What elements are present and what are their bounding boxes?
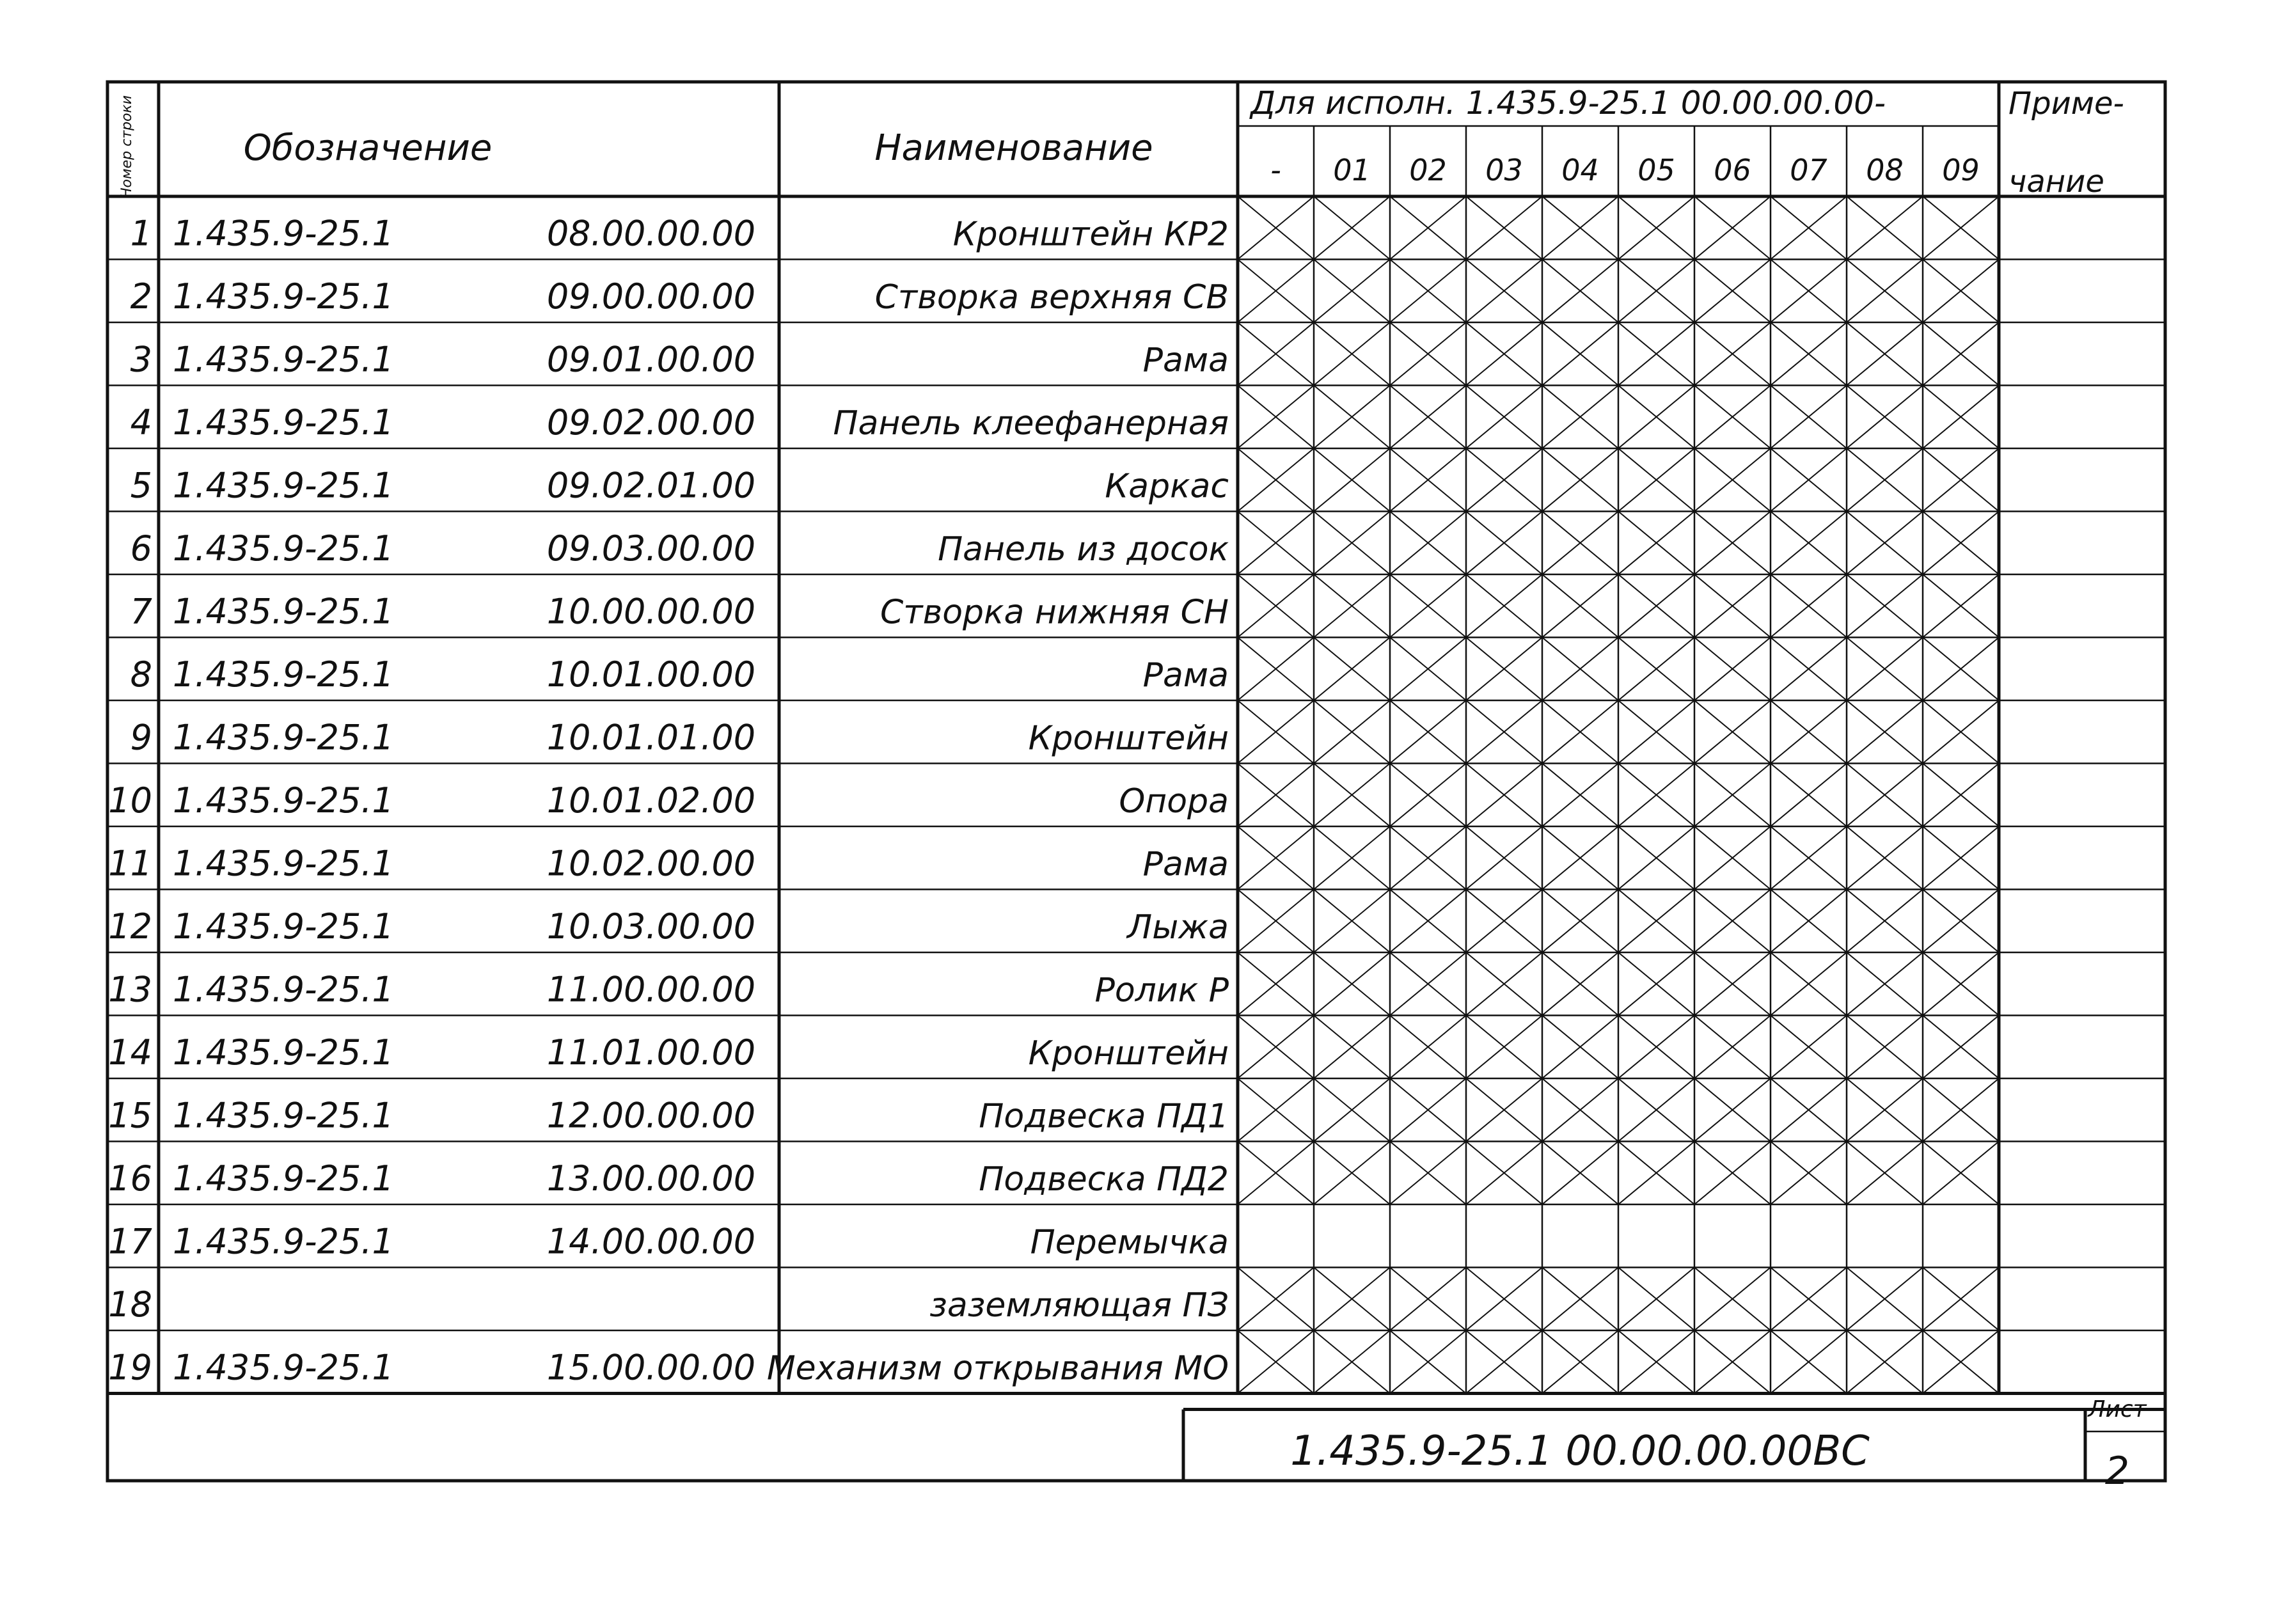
table-row [130,592,1229,632]
note-header-line2: чание [2008,164,2104,200]
table-row [130,214,1229,254]
table-row [108,906,1229,947]
row-series: 1.435.9-25.1 [173,843,394,884]
row-series: 1.435.9-25.1 [173,276,394,317]
row-series: 1.435.9-25.1 [173,906,394,947]
row-number: 5 [130,465,152,506]
table-row [108,1284,1229,1325]
row-name: Подвеска ПД2 [979,1160,1229,1199]
table-row [108,970,1229,1010]
row-series: 1.435.9-25.1 [173,717,394,758]
row-number: 11 [108,843,152,884]
row-name: Механизм открывания МО [766,1349,1229,1388]
variant-code-header: 06 [1714,153,1751,187]
row-name: Рама [1142,656,1229,695]
row-number: 8 [130,654,152,695]
row-name: Рама [1142,845,1229,884]
row-number: 4 [130,402,152,443]
row-number: 16 [108,1158,152,1199]
row-series: 1.435.9-25.1 [173,528,394,569]
row-number: 13 [108,969,152,1010]
row-series: 1.435.9-25.1 [173,591,394,632]
table-row [130,276,1229,317]
variant-code-header: - [1270,153,1281,187]
row-number: 1 [130,213,152,254]
row-name: Створка верхняя СВ [874,278,1229,317]
row-name: Каркас [1105,467,1229,506]
variant-code-header: 07 [1790,153,1827,187]
sheet-label: Лист [2088,1396,2147,1423]
table-row [130,466,1229,506]
row-number: 15 [108,1095,152,1136]
table-row [108,1096,1229,1136]
table-row [108,780,1229,821]
row-series: 1.435.9-25.1 [173,654,394,695]
row-code: 12.00.00.00 [546,1095,756,1136]
row-code: 09.01.00.00 [546,339,756,380]
name-header: Наименование [874,127,1153,169]
row-series: 1.435.9-25.1 [173,969,394,1010]
row-number: 3 [130,339,152,380]
row-code: 09.02.01.00 [546,465,756,506]
row-number: 7 [130,591,152,632]
row-series: 1.435.9-25.1 [173,339,394,380]
table-row [108,1348,1229,1388]
table-row [130,718,1229,758]
row-code: 10.02.00.00 [546,843,756,884]
table-row [108,1158,1229,1199]
row-series: 1.435.9-25.1 [173,1158,394,1199]
row-number: 18 [108,1284,152,1325]
variant-code-header: 09 [1942,153,1980,187]
row-name: Ролик Р [1094,971,1229,1010]
row-number: 10 [108,780,152,821]
table-row [130,528,1229,569]
row-name: Панель клеефанерная [833,404,1229,443]
variant-code-header: 02 [1409,153,1447,187]
row-series: 1.435.9-25.1 [173,213,394,254]
row-number: 14 [108,1032,152,1073]
row-name: Кронштейн [1028,719,1229,758]
row-series: 1.435.9-25.1 [173,1032,394,1073]
row-name: Панель из досок [938,530,1229,569]
row-name: заземляющая ПЗ [929,1286,1229,1325]
row-code: 09.03.00.00 [546,528,756,569]
table-row [130,654,1229,695]
row-number: 2 [130,276,152,317]
variant-code-headers [1270,153,1980,187]
row-code: 08.00.00.00 [546,213,756,254]
row-name: Опора [1119,782,1229,821]
table-row [108,1222,1229,1262]
table-rows [108,214,1229,1388]
row-number: 19 [108,1347,152,1388]
row-name: Лыжа [1127,908,1229,947]
row-series: 1.435.9-25.1 [173,1347,394,1388]
row-series: 1.435.9-25.1 [173,402,394,443]
row-code: 10.01.00.00 [546,654,756,695]
row-code: 11.00.00.00 [546,969,756,1010]
row-code: 11.01.00.00 [546,1032,756,1073]
variant-code-header: 01 [1333,153,1371,187]
table-row [130,402,1229,443]
row-code: 10.03.00.00 [546,906,756,947]
row-code: 10.00.00.00 [546,591,756,632]
variant-code-header: 08 [1866,153,1904,187]
row-code: 09.02.00.00 [546,402,756,443]
row-series: 1.435.9-25.1 [173,1221,394,1262]
variant-code-header: 05 [1637,153,1675,187]
row-code: 09.00.00.00 [546,276,756,317]
variant-code-header: 03 [1485,153,1523,187]
row-name: Подвеска ПД1 [979,1097,1229,1136]
row-name: Перемычка [1030,1223,1229,1262]
row-code: 13.00.00.00 [546,1158,756,1199]
row-number: 6 [130,528,152,569]
row-code: 14.00.00.00 [546,1221,756,1262]
row-number: 17 [108,1221,152,1262]
sheet-number: 2 [2104,1449,2130,1494]
document-code: 1.435.9-25.1 00.00.00.00ВС [1290,1428,1870,1475]
row-series: 1.435.9-25.1 [173,780,394,821]
designation-header: Обозначение [243,127,493,169]
row-code: 10.01.02.00 [546,780,756,821]
row-code: 15.00.00.00 [546,1347,756,1388]
row-name: Створка нижняя СН [880,593,1229,632]
row-code: 10.01.01.00 [546,717,756,758]
table-row [130,340,1229,380]
row-name: Кронштейн [1028,1034,1229,1073]
row-name: Рама [1142,341,1229,380]
row-number-header: Номер строки [119,95,135,198]
variant-code-header: 04 [1561,153,1599,187]
row-name: Кронштейн КР2 [952,215,1229,254]
note-header-line1: Приме- [2008,86,2124,122]
row-number: 9 [130,717,152,758]
row-series: 1.435.9-25.1 [173,465,394,506]
row-number: 12 [108,906,152,947]
row-series: 1.435.9-25.1 [173,1095,394,1136]
variants-header: Для исполн. 1.435.9-25.1 00.00.00.00- [1251,84,1886,122]
table-row [108,844,1229,884]
table-row [108,1032,1229,1073]
